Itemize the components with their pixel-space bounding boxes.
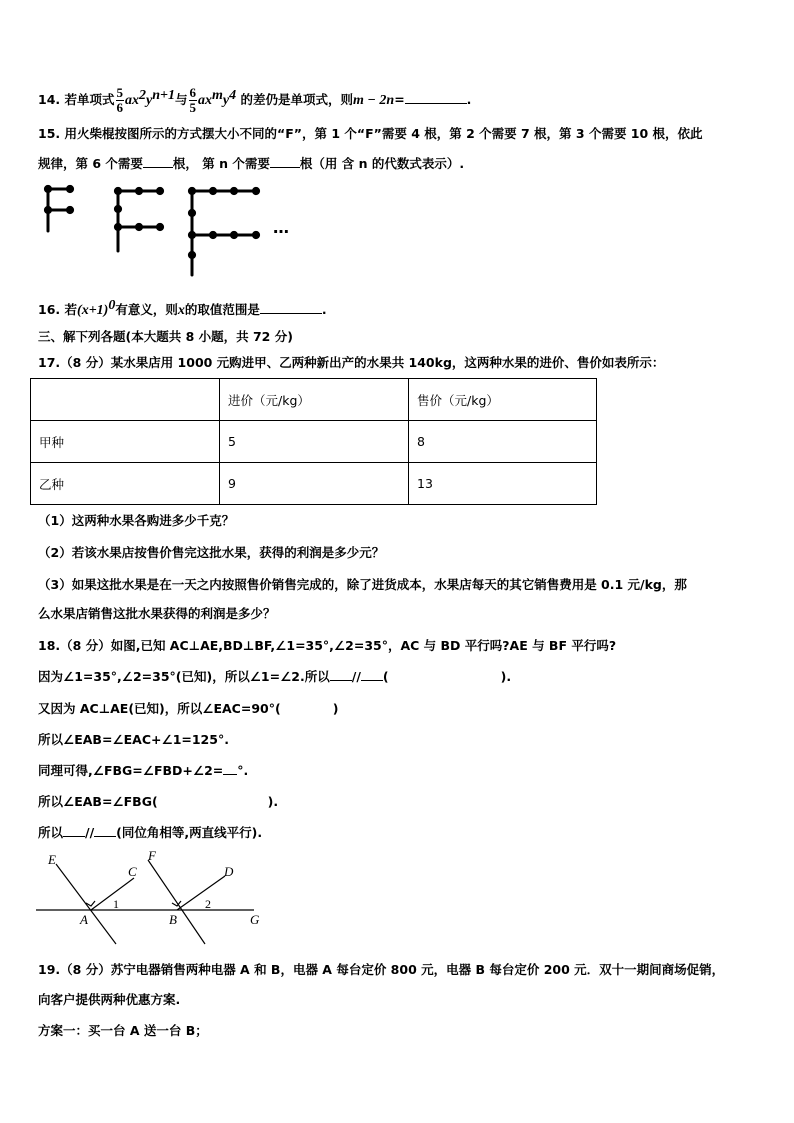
answer-blank[interactable] [143,155,173,168]
label-F: F [148,848,156,863]
q18-step-5: 所以∠EAB=∠FBG( ). [38,794,279,809]
answer-blank[interactable] [330,668,352,681]
q19-line-1: 19.（8 分）苏宁电器销售两种电器 A 和 B，电器 A 每台定价 800 元，电器 B 每台定价 200 元．双十一期间商场促销， [38,962,725,977]
table-cell: 13 [409,463,597,505]
answer-blank[interactable] [405,91,467,104]
q15-line-2: 规律，第 6 个需要 根， 第 n 个需要 根（用 含 n 的代数式表示）. [38,156,465,171]
q19-line-2: 向客户提供两种优惠方案. [38,992,181,1007]
q17-part-2: （2）若该水果店按售价售完这批水果，获得的利润是多少元？ [38,545,385,560]
q17-intro: 17.（8 分）某水果店用 1000 元购进甲、乙两种新出产的水果共 140kg，这两种水果的进价、售价如表所示： [38,355,665,370]
table-cell: 进价（元/kg） [220,379,409,421]
q18-step-6: 所以 // (同位角相等,两直线平行). [38,825,263,840]
table-cell: 8 [409,421,597,463]
fraction: $\frac{5}{6}$ [116,85,124,115]
table-header-row [31,379,597,421]
q18-step-2: 又因为 AC⊥AE(已知)，所以∠EAC=90°( ) [38,701,339,716]
table-row [31,421,597,463]
q19-line-3: 方案一：买一台 A 送一台 B； [38,1023,208,1038]
ellipsis: … [273,218,289,237]
angle-1-label: 1 [113,897,119,911]
q15-line-1: 15. 用火柴棍按图所示的方式摆大小不同的“F”，第 1 个“F”需要 4 根，第 2 个需要 7 根，第 3 个需要 10 根，依此 [38,126,703,141]
angle-2-label: 2 [205,897,211,911]
q17-part-3-line-2: 么水果店销售这批水果获得的利润是多少？ [38,606,276,621]
table-row [31,463,597,505]
table-cell: 5 [220,421,409,463]
table-cell: 9 [220,463,409,505]
answer-blank[interactable] [270,155,300,168]
table-cell: 售价（元/kg） [409,379,597,421]
parallel-lines-figure [30,848,270,948]
q18-step-4: 同理可得,∠FBG=∠FBD+∠2= °. [38,763,249,778]
q17-part-3-line-1: （3）如果这批水果是在一天之内按照售价销售完成的，除了进货成本，水果店每天的其它销售费用是 0.1 元/kg，那 [38,577,687,592]
label-A: A [80,912,88,927]
label-B: B [169,912,177,927]
answer-blank[interactable] [260,301,322,314]
label-D: D [224,864,234,879]
table-cell: 乙种 [31,463,220,505]
answer-blank[interactable] [94,824,116,837]
q17-part-1: （1）这两种水果各购进多少千克？ [38,513,235,528]
table-cell: 甲种 [31,421,220,463]
fraction: $\frac{6}{5}$ [189,85,197,115]
answer-blank[interactable] [361,668,383,681]
answer-blank[interactable] [223,762,237,775]
answer-blank[interactable] [63,824,85,837]
table-cell [31,379,220,421]
q18-step-1: 因为∠1=35°,∠2=35°(已知)，所以∠1=∠2.所以 // ( ). [38,669,512,684]
section-heading: 三、解下列各题(本大题共 8 小题，共 72 分) [38,329,293,344]
price-table [30,378,597,505]
q16-line: 16. 若$(x+1)^0$有意义，则x的取值范围是 . [38,298,327,319]
q14-line: 14. 若单项式 $\frac{5}{6}$ $ax^2y^{n+1}$与 $\frac{6}{5}$ $ax^my^4$ 的差仍是单项式，则m − 2n= . [38,85,472,115]
label-C: C [128,864,137,879]
q18-step-3: 所以∠EAB=∠EAC+∠1=125°. [38,732,229,747]
matchstick-figure [40,183,300,283]
label-G: G [250,912,260,927]
label-E: E [48,852,56,867]
q18-intro: 18.（8 分）如图,已知 AC⊥AE,BD⊥BF,∠1=35°,∠2=35°，AC 与 BD 平行吗?AE 与 BF 平行吗? [38,638,617,653]
